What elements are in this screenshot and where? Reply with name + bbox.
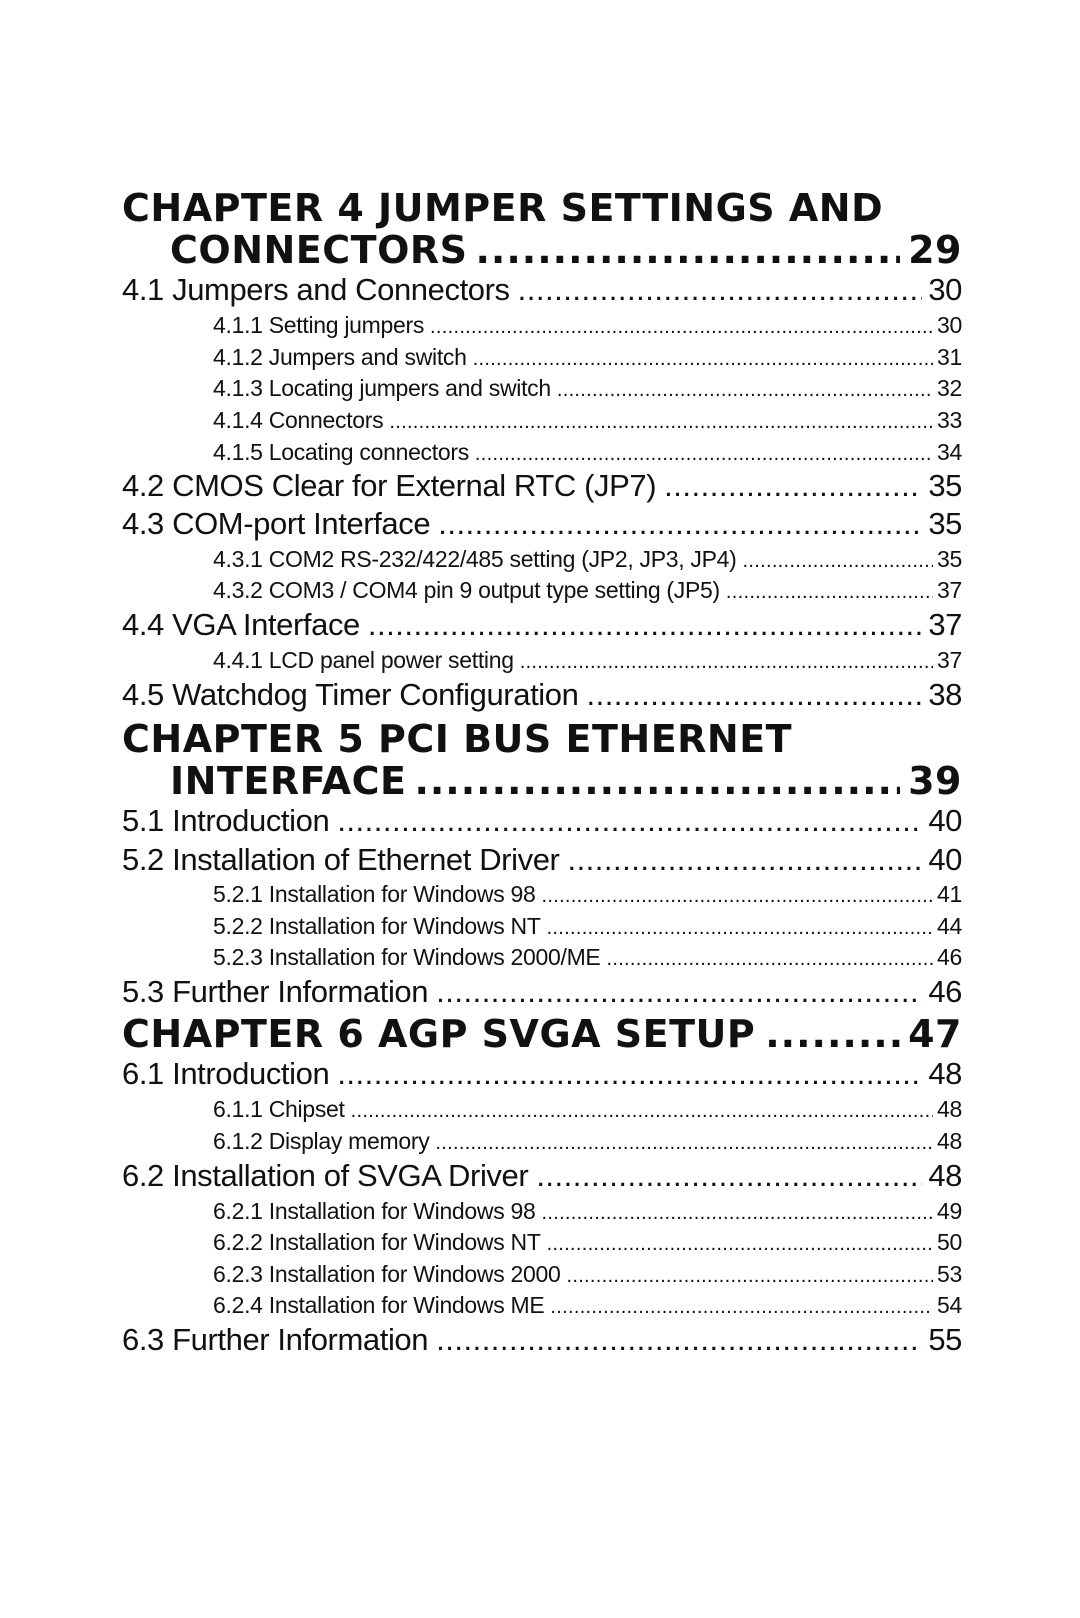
dot-leader (550, 1297, 933, 1317)
entry-title: 4.4 VGA Interface (122, 607, 360, 642)
dot-leader (438, 508, 922, 539)
dot-leader (430, 317, 933, 337)
entry-title: 6.2.3 Installation for Windows 2000 (213, 1261, 561, 1287)
toc-entry-5-2-1[interactable] (213, 883, 962, 906)
page-number: 46 (928, 974, 962, 1009)
toc-entry-4-2[interactable] (122, 470, 962, 501)
entry-title: 4.3.1 COM2 RS-232/422/485 setting (JP2, JP3, JP4) (213, 546, 737, 572)
entry-title: 4.3 COM-port Interface (122, 506, 431, 541)
entry-title: 6.1.1 Chipset (213, 1096, 345, 1122)
dot-leader (664, 470, 922, 501)
page-number: 44 (937, 913, 962, 939)
page-number: 50 (937, 1229, 962, 1255)
entry-title: 4.3.2 COM3 / COM4 pin 9 output type setting (JP5) (213, 577, 720, 603)
toc-entry-5-2-2[interactable] (213, 915, 962, 938)
page-number: 48 (937, 1128, 962, 1154)
dot-leader (436, 976, 922, 1007)
page-number: 40 (928, 803, 962, 838)
entry-title: 4.1 Jumpers and Connectors (122, 272, 510, 307)
toc-entry-6-2[interactable] (122, 1160, 962, 1191)
entry-title: 5.1 Introduction (122, 803, 330, 838)
dot-leader (536, 1160, 922, 1191)
toc-entry-5-2[interactable] (122, 844, 962, 875)
chapter-4-heading: CHAPTER 4 JUMPER SETTINGS AND (122, 186, 884, 230)
dot-leader (765, 1015, 900, 1053)
page-number: 31 (937, 344, 962, 370)
page-number: 41 (937, 881, 962, 907)
dot-leader (520, 652, 933, 672)
toc-entry-6-2-1[interactable] (213, 1200, 962, 1223)
entry-title: 5.2.3 Installation for Windows 2000/ME (213, 944, 601, 970)
page-number: 37 (937, 577, 962, 603)
dot-leader (414, 762, 900, 800)
dot-leader (337, 805, 922, 836)
dot-leader (475, 444, 933, 464)
toc-entry-6-2-2[interactable] (213, 1231, 962, 1254)
dot-leader (476, 231, 901, 269)
toc-entry-6-1-1[interactable] (213, 1098, 962, 1121)
entry-title: 5.2.1 Installation for Windows 98 (213, 881, 536, 907)
dot-leader (351, 1101, 933, 1121)
toc-entry-4-1-1[interactable] (213, 314, 962, 337)
page-number: 30 (928, 272, 962, 307)
page-number: 35 (937, 546, 962, 572)
page-number: 35 (928, 506, 962, 541)
chapter-6-heading[interactable] (122, 1012, 962, 1056)
toc-entry-6-3[interactable] (122, 1324, 962, 1355)
entry-title: 4.5 Watchdog Timer Configuration (122, 677, 579, 712)
dot-leader (542, 886, 934, 906)
page-number: 53 (937, 1261, 962, 1287)
entry-title: 6.1.2 Display memory (213, 1128, 430, 1154)
toc-entry-4-1-5[interactable] (213, 441, 962, 464)
entry-title: 4.1.3 Locating jumpers and switch (213, 375, 551, 401)
page-number: 34 (937, 439, 962, 465)
dot-leader (586, 679, 922, 710)
toc-entry-4-1-4[interactable] (213, 409, 962, 432)
entry-title: 5.2 Installation of Ethernet Driver (122, 842, 560, 877)
entry-title: 6.1 Introduction (122, 1056, 330, 1091)
dot-leader (337, 1058, 922, 1089)
toc-entry-4-1[interactable] (122, 274, 962, 305)
entry-title: 6.2.1 Installation for Windows 98 (213, 1198, 536, 1224)
dot-leader (547, 1234, 933, 1254)
page-number: 30 (937, 312, 962, 338)
entry-title: 6.2.2 Installation for Windows NT (213, 1229, 541, 1255)
toc-entry-4-5[interactable] (122, 679, 962, 710)
entry-title: 5.2.2 Installation for Windows NT (213, 913, 541, 939)
chapter-title: CHAPTER 6 AGP SVGA SETUP (122, 1012, 756, 1056)
toc-entry-4-4[interactable] (122, 609, 962, 640)
toc-entry-6-1-2[interactable] (213, 1130, 962, 1153)
page-number: 32 (937, 375, 962, 401)
page-number: 39 (908, 759, 962, 803)
toc-entry-4-3-1[interactable] (213, 548, 962, 571)
toc-entry-4-3-2[interactable] (213, 579, 962, 602)
page-number: 38 (928, 677, 962, 712)
dot-leader (547, 918, 933, 938)
dot-leader (368, 609, 922, 640)
entry-title: 4.1.5 Locating connectors (213, 439, 469, 465)
page-number: 48 (937, 1096, 962, 1122)
dot-leader (606, 949, 933, 969)
entry-title: 6.2 Installation of SVGA Driver (122, 1158, 529, 1193)
entry-title: 6.2.4 Installation for Windows ME (213, 1292, 545, 1318)
page-number: 48 (928, 1158, 962, 1193)
page-number: 54 (937, 1292, 962, 1318)
entry-title: 4.1.2 Jumpers and switch (213, 344, 467, 370)
page-number: 35 (928, 468, 962, 503)
dot-leader (557, 380, 933, 400)
chapter-4-heading-continued[interactable] (170, 228, 962, 272)
dot-leader (435, 1133, 933, 1153)
page-number: 48 (928, 1056, 962, 1091)
toc-entry-4-1-2[interactable] (213, 346, 962, 369)
toc-entry-4-4-1[interactable] (213, 649, 962, 672)
page-number: 37 (937, 647, 962, 673)
toc-entry-5-3[interactable] (122, 976, 962, 1007)
dot-leader (436, 1324, 922, 1355)
page-number: 55 (928, 1322, 962, 1357)
page-number: 40 (928, 842, 962, 877)
entry-title: 4.4.1 LCD panel power setting (213, 647, 514, 673)
dot-leader (566, 1266, 933, 1286)
chapter-5-heading: CHAPTER 5 PCI BUS ETHERNET (122, 717, 793, 761)
dot-leader (473, 349, 933, 369)
page-number: 47 (908, 1012, 962, 1056)
dot-leader (542, 1203, 934, 1223)
toc-entry-4-1-3[interactable] (213, 377, 962, 400)
page-number: 29 (908, 228, 962, 272)
dot-leader (743, 551, 933, 571)
dot-leader (567, 844, 922, 875)
chapter-title: CONNECTORS (170, 228, 468, 272)
toc-entry-6-2-4[interactable] (213, 1294, 962, 1317)
entry-title: 4.2 CMOS Clear for External RTC (JP7) (122, 468, 657, 503)
toc-entry-4-3[interactable] (122, 508, 962, 539)
entry-title: 4.1.1 Setting jumpers (213, 312, 425, 338)
dot-leader (726, 582, 933, 602)
chapter-title: INTERFACE (170, 759, 407, 803)
toc-entry-6-1[interactable] (122, 1058, 962, 1089)
toc-entry-5-1[interactable] (122, 805, 962, 836)
toc-entry-5-2-3[interactable] (213, 946, 962, 969)
page-number: 46 (937, 944, 962, 970)
page-number: 49 (937, 1198, 962, 1224)
dot-leader (389, 412, 933, 432)
toc-entry-6-2-3[interactable] (213, 1263, 962, 1286)
entry-title: 6.3 Further Information (122, 1322, 429, 1357)
chapter-5-heading-continued[interactable] (170, 759, 962, 803)
dot-leader (518, 274, 923, 305)
entry-title: 4.1.4 Connectors (213, 407, 384, 433)
page-number: 33 (937, 407, 962, 433)
page-number: 37 (928, 607, 962, 642)
entry-title: 5.3 Further Information (122, 974, 429, 1009)
